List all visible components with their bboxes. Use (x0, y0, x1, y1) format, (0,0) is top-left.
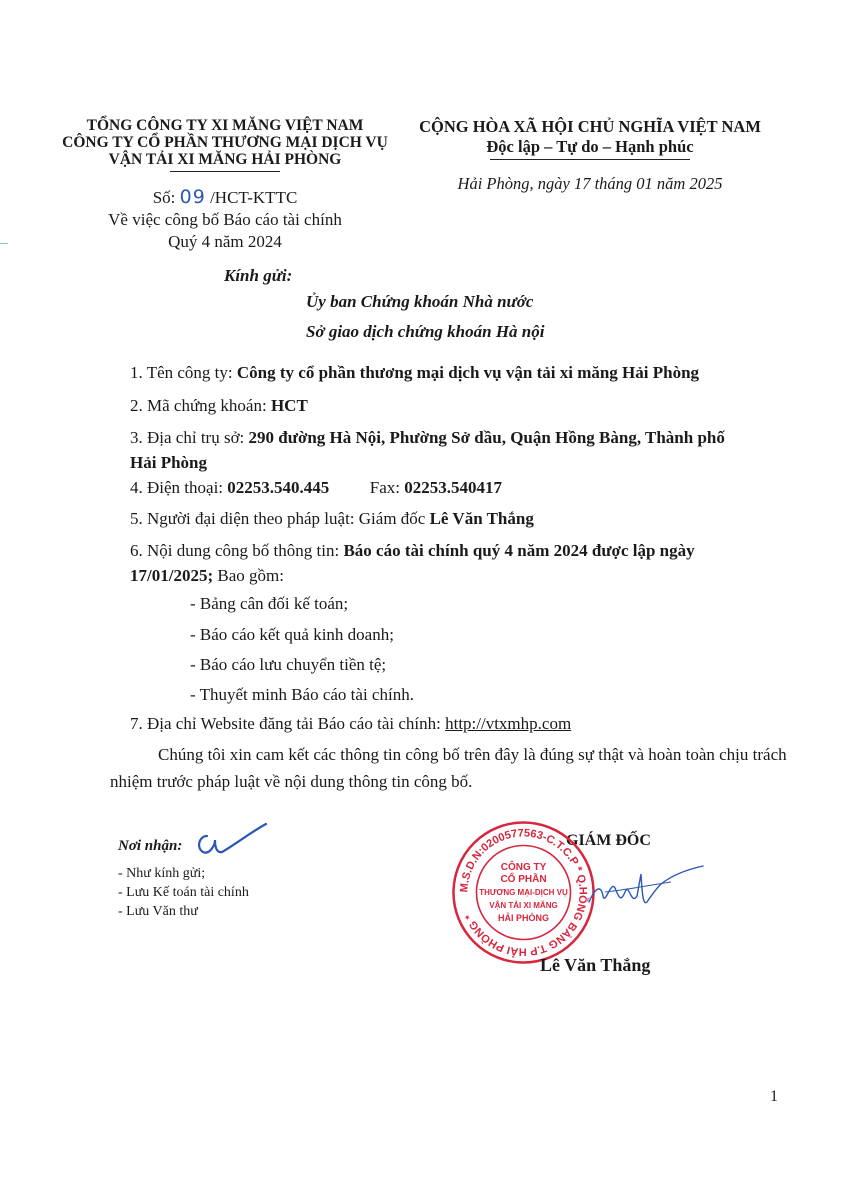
item-value: Công ty cổ phần thương mại dịch vụ vận tải xi măng Hải Phòng (236, 363, 700, 382)
item-label: 7. Địa chỉ Website đăng tải Báo cáo tài chính: (130, 714, 441, 733)
subject-line2: Quý 4 năm 2024 (168, 232, 282, 251)
national-motto: Độc lập – Tự do – Hạnh phúc (486, 137, 694, 156)
item-value: Báo cáo tài chính quý 4 năm 2024 được lập ngày (343, 541, 695, 560)
subject-line1: Về việc công bố Báo cáo tài chính (108, 210, 342, 229)
issuer-header (60, 117, 390, 172)
seal-line: HẢI PHÒNG (497, 913, 550, 923)
sub-item: - Bảng cân đối kế toán; (190, 594, 349, 613)
seal-ring-text: M.S.D.N:0200577563-C.T.C.P * Q.HỒNG BÀNG T.P HẢI PHÒNG * (458, 827, 589, 958)
issue-date: Hải Phòng, ngày 17 tháng 01 năm 2025 (457, 174, 723, 193)
item-label: 5. Người đại diện theo pháp luật: Giám đốc (130, 509, 426, 528)
header-left-rule (170, 171, 280, 172)
item-website (130, 711, 770, 736)
company-name-line1: CÔNG TY CỔ PHẦN THƯƠNG MẠI DỊCH VỤ (62, 134, 388, 151)
commitment-paragraph: Chúng tôi xin cam kết các thông tin công bố trên đây là đúng sự thật và hoàn toàn chịu trách nhiệm trước pháp luật về nội dung thông tin công bố. (110, 745, 787, 791)
item-company-name (130, 360, 770, 385)
fax-value: 02253.540417 (404, 478, 502, 497)
fax-label: Fax: (369, 478, 400, 497)
recipient-1: Ủy ban Chứng khoán Nhà nước (306, 292, 534, 311)
seal-line: CÔNG TY (500, 862, 547, 873)
item-value: HCT (270, 396, 308, 415)
recipient-2: Sở giao dịch chứng khoán Hà nội (306, 322, 545, 341)
seal-line: THƯƠNG MẠI-DỊCH VỤ (479, 888, 568, 897)
item-label: 4. Điện thoại: (130, 478, 224, 497)
phone-value: 02253.540.445 (227, 478, 330, 497)
page-number: 1 (770, 1088, 778, 1105)
distribution-item: - Như kính gửi; (118, 866, 206, 881)
ref-prefix: Số: (152, 188, 176, 207)
item-phone (130, 475, 770, 500)
ref-suffix: /HCT-KTTC (210, 188, 298, 207)
salutation: Kính gửi: (224, 266, 293, 285)
reference-number (60, 186, 390, 209)
national-header (405, 117, 775, 160)
item-disclosure-content (130, 538, 770, 588)
company-name-line2: VẬN TẢI XI MĂNG HẢI PHÒNG (108, 151, 342, 168)
seal-line: CỔ PHẦN (500, 874, 547, 885)
item-legal-rep (130, 506, 770, 531)
sub-item: - Báo cáo lưu chuyển tiền tệ; (190, 655, 387, 674)
item-tail: Bao gồm: (217, 566, 284, 585)
signer-title: GIÁM ĐỐC (566, 832, 651, 849)
distribution-title: Nơi nhận: (118, 838, 183, 854)
item-address (130, 425, 770, 475)
initial-scribble (193, 822, 268, 860)
sub-item: - Thuyết minh Báo cáo tài chính. (190, 685, 414, 704)
item-label: 3. Địa chỉ trụ sở: (130, 428, 245, 447)
parent-company: TỔNG CÔNG TY XI MĂNG VIỆT NAM (86, 117, 364, 134)
distribution-item: - Lưu Kế toán tài chính (118, 885, 249, 900)
company-seal-icon (451, 820, 596, 965)
handwritten-signature-icon (585, 862, 705, 922)
distribution-item: - Lưu Văn thư (118, 904, 198, 919)
seal-line: VẬN TẢI XI MĂNG (489, 901, 558, 910)
ref-number-handwritten: 09 (179, 186, 206, 208)
item-stock-code (130, 393, 770, 418)
item-value-cont: Hải Phòng (130, 453, 207, 472)
item-value: Lê Văn Thắng (429, 509, 534, 528)
item-label: 6. Nội dung công bố thông tin: (130, 541, 340, 560)
national-title: CỘNG HÒA XÃ HỘI CHỦ NGHĨA VIỆT NAM (419, 117, 761, 136)
item-label: 1. Tên công ty: (130, 363, 233, 382)
item-value: 290 đường Hà Nội, Phường Sở dầu, Quận Hồng Bàng, Thành phố (248, 428, 725, 447)
sub-item: - Báo cáo kết quả kinh doanh; (190, 625, 394, 644)
website-link[interactable]: http://vtxmhp.com (445, 714, 572, 733)
header-right-rule (490, 159, 690, 160)
scan-mark (0, 243, 8, 244)
item-label: 2. Mã chứng khoán: (130, 396, 267, 415)
item-value-cont: 17/01/2025; (130, 566, 214, 585)
signer-name: Lê Văn Thắng (540, 955, 651, 975)
reference-block (60, 186, 390, 253)
